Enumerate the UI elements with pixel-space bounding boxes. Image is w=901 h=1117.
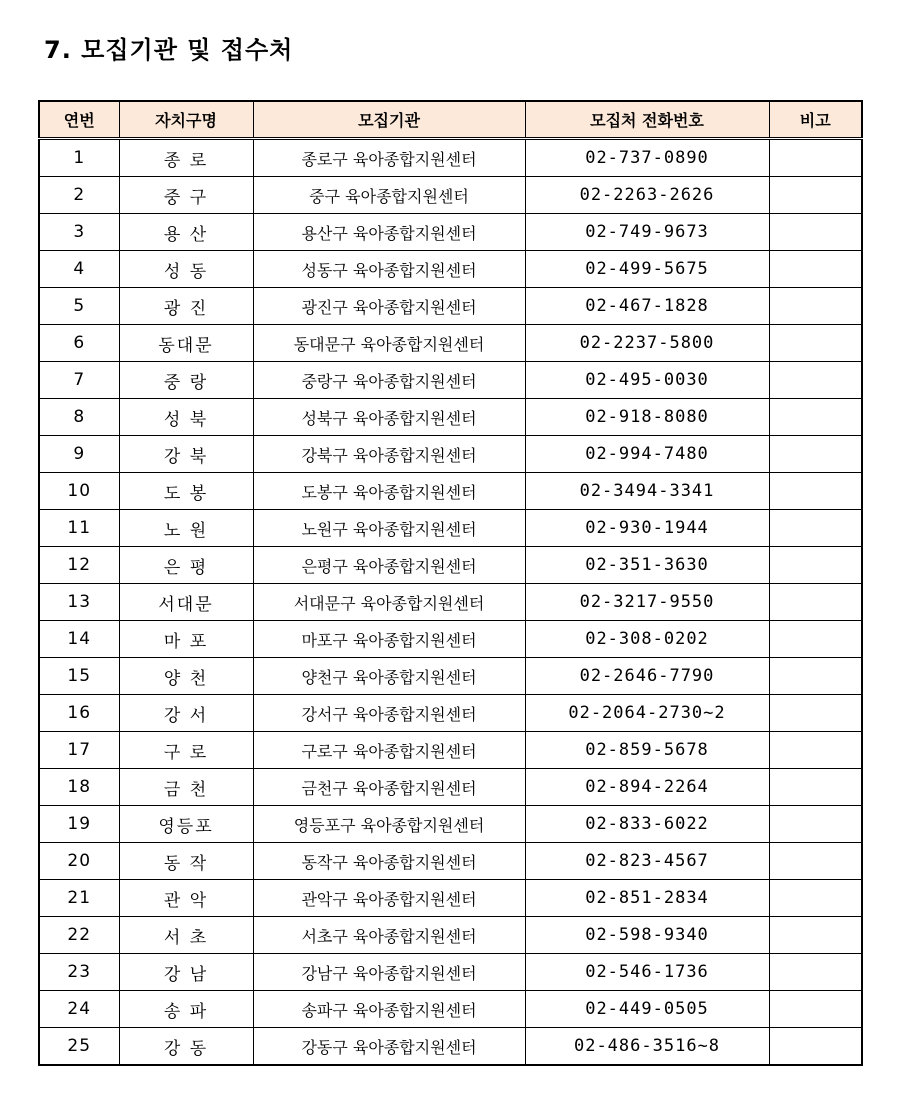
- cell-phone: 02-598-9340: [525, 917, 769, 954]
- cell-phone: 02-851-2834: [525, 880, 769, 917]
- table-row: [39, 251, 862, 288]
- cell-note: [769, 547, 862, 584]
- cell-no: 4: [39, 251, 119, 288]
- cell-note: [769, 251, 862, 288]
- cell-note: [769, 584, 862, 621]
- cell-no: 3: [39, 214, 119, 251]
- table-body: [39, 139, 862, 1066]
- cell-district: 영등포: [119, 806, 253, 843]
- cell-note: [769, 917, 862, 954]
- cell-phone: 02-449-0505: [525, 991, 769, 1028]
- table-row: [39, 843, 862, 880]
- table-row: [39, 547, 862, 584]
- table-row: [39, 362, 862, 399]
- cell-agency: 영등포구 육아종합지원센터: [253, 806, 525, 843]
- cell-no: 10: [39, 473, 119, 510]
- cell-no: 1: [39, 139, 119, 177]
- cell-agency: 강서구 육아종합지원센터: [253, 695, 525, 732]
- cell-district: 동대문: [119, 325, 253, 362]
- header-no: 연번: [39, 101, 119, 139]
- page-title: 7. 모집기관 및 접수처: [44, 36, 294, 64]
- table-row: [39, 177, 862, 214]
- cell-agency: 도봉구 육아종합지원센터: [253, 473, 525, 510]
- cell-agency: 서초구 육아종합지원센터: [253, 917, 525, 954]
- cell-district: 구 로: [119, 732, 253, 769]
- cell-agency: 관악구 육아종합지원센터: [253, 880, 525, 917]
- table-row: [39, 288, 862, 325]
- cell-phone: 02-3217-9550: [525, 584, 769, 621]
- cell-no: 12: [39, 547, 119, 584]
- cell-note: [769, 954, 862, 991]
- cell-district: 관 악: [119, 880, 253, 917]
- cell-phone: 02-351-3630: [525, 547, 769, 584]
- cell-no: 14: [39, 621, 119, 658]
- recruitment-agency-table: [38, 100, 863, 1066]
- cell-no: 19: [39, 806, 119, 843]
- cell-district: 서 초: [119, 917, 253, 954]
- cell-district: 강 북: [119, 436, 253, 473]
- cell-phone: 02-749-9673: [525, 214, 769, 251]
- cell-phone: 02-918-8080: [525, 399, 769, 436]
- cell-note: [769, 473, 862, 510]
- cell-phone: 02-499-5675: [525, 251, 769, 288]
- header-row: [39, 101, 862, 139]
- cell-agency: 강남구 육아종합지원센터: [253, 954, 525, 991]
- cell-agency: 종로구 육아종합지원센터: [253, 139, 525, 177]
- table-row: [39, 917, 862, 954]
- cell-district: 강 서: [119, 695, 253, 732]
- cell-agency: 노원구 육아종합지원센터: [253, 510, 525, 547]
- table-header: [39, 101, 862, 139]
- cell-agency: 송파구 육아종합지원센터: [253, 991, 525, 1028]
- cell-district: 금 천: [119, 769, 253, 806]
- table-row: [39, 1028, 862, 1066]
- cell-agency: 광진구 육아종합지원센터: [253, 288, 525, 325]
- cell-no: 8: [39, 399, 119, 436]
- header-district: 자치구명: [119, 101, 253, 139]
- table-row: [39, 732, 862, 769]
- cell-no: 2: [39, 177, 119, 214]
- cell-phone: 02-2263-2626: [525, 177, 769, 214]
- cell-phone: 02-2064-2730~2: [525, 695, 769, 732]
- header-note: 비고: [769, 101, 862, 139]
- cell-district: 도 봉: [119, 473, 253, 510]
- cell-district: 광 진: [119, 288, 253, 325]
- cell-note: [769, 658, 862, 695]
- cell-agency: 마포구 육아종합지원센터: [253, 621, 525, 658]
- cell-agency: 성동구 육아종합지원센터: [253, 251, 525, 288]
- cell-district: 송 파: [119, 991, 253, 1028]
- table-row: [39, 399, 862, 436]
- cell-agency: 양천구 육아종합지원센터: [253, 658, 525, 695]
- table-row: [39, 954, 862, 991]
- cell-note: [769, 214, 862, 251]
- cell-no: 15: [39, 658, 119, 695]
- cell-phone: 02-737-0890: [525, 139, 769, 177]
- cell-district: 은 평: [119, 547, 253, 584]
- table-row: [39, 510, 862, 547]
- cell-no: 24: [39, 991, 119, 1028]
- table-row: [39, 658, 862, 695]
- cell-phone: 02-308-0202: [525, 621, 769, 658]
- cell-phone: 02-930-1944: [525, 510, 769, 547]
- cell-district: 성 북: [119, 399, 253, 436]
- cell-district: 양 천: [119, 658, 253, 695]
- cell-note: [769, 695, 862, 732]
- cell-note: [769, 399, 862, 436]
- cell-no: 17: [39, 732, 119, 769]
- table-row: [39, 621, 862, 658]
- table-row: [39, 584, 862, 621]
- table-row: [39, 473, 862, 510]
- cell-phone: 02-3494-3341: [525, 473, 769, 510]
- cell-district: 종 로: [119, 139, 253, 177]
- table-row: [39, 325, 862, 362]
- table-row: [39, 769, 862, 806]
- cell-phone: 02-2646-7790: [525, 658, 769, 695]
- cell-district: 노 원: [119, 510, 253, 547]
- cell-note: [769, 325, 862, 362]
- cell-note: [769, 510, 862, 547]
- table-row: [39, 991, 862, 1028]
- cell-note: [769, 806, 862, 843]
- cell-phone: 02-467-1828: [525, 288, 769, 325]
- cell-district: 마 포: [119, 621, 253, 658]
- cell-district: 성 동: [119, 251, 253, 288]
- cell-note: [769, 769, 862, 806]
- table-row: [39, 806, 862, 843]
- cell-no: 5: [39, 288, 119, 325]
- cell-no: 23: [39, 954, 119, 991]
- table-row: [39, 436, 862, 473]
- cell-no: 20: [39, 843, 119, 880]
- cell-no: 18: [39, 769, 119, 806]
- cell-phone: 02-994-7480: [525, 436, 769, 473]
- cell-note: [769, 177, 862, 214]
- cell-phone: 02-894-2264: [525, 769, 769, 806]
- cell-agency: 동작구 육아종합지원센터: [253, 843, 525, 880]
- cell-phone: 02-2237-5800: [525, 325, 769, 362]
- cell-agency: 중랑구 육아종합지원센터: [253, 362, 525, 399]
- cell-agency: 금천구 육아종합지원센터: [253, 769, 525, 806]
- cell-agency: 중구 육아종합지원센터: [253, 177, 525, 214]
- cell-no: 16: [39, 695, 119, 732]
- cell-agency: 은평구 육아종합지원센터: [253, 547, 525, 584]
- cell-no: 22: [39, 917, 119, 954]
- cell-no: 13: [39, 584, 119, 621]
- cell-district: 강 남: [119, 954, 253, 991]
- cell-phone: 02-486-3516~8: [525, 1028, 769, 1066]
- cell-no: 9: [39, 436, 119, 473]
- cell-phone: 02-823-4567: [525, 843, 769, 880]
- cell-district: 동 작: [119, 843, 253, 880]
- table-row: [39, 214, 862, 251]
- cell-no: 21: [39, 880, 119, 917]
- cell-phone: 02-833-6022: [525, 806, 769, 843]
- cell-agency: 강동구 육아종합지원센터: [253, 1028, 525, 1066]
- cell-agency: 강북구 육아종합지원센터: [253, 436, 525, 473]
- cell-agency: 성북구 육아종합지원센터: [253, 399, 525, 436]
- cell-phone: 02-495-0030: [525, 362, 769, 399]
- cell-agency: 서대문구 육아종합지원센터: [253, 584, 525, 621]
- cell-note: [769, 991, 862, 1028]
- cell-note: [769, 436, 862, 473]
- cell-note: [769, 288, 862, 325]
- cell-no: 7: [39, 362, 119, 399]
- cell-district: 서대문: [119, 584, 253, 621]
- cell-district: 중 랑: [119, 362, 253, 399]
- table-row: [39, 695, 862, 732]
- cell-note: [769, 1028, 862, 1066]
- cell-district: 용 산: [119, 214, 253, 251]
- cell-note: [769, 139, 862, 177]
- cell-phone: 02-546-1736: [525, 954, 769, 991]
- cell-no: 6: [39, 325, 119, 362]
- cell-agency: 용산구 육아종합지원센터: [253, 214, 525, 251]
- cell-agency: 구로구 육아종합지원센터: [253, 732, 525, 769]
- cell-note: [769, 621, 862, 658]
- header-phone: 모집처 전화번호: [525, 101, 769, 139]
- cell-note: [769, 732, 862, 769]
- cell-no: 25: [39, 1028, 119, 1066]
- table-row: [39, 880, 862, 917]
- header-agency: 모집기관: [253, 101, 525, 139]
- cell-note: [769, 362, 862, 399]
- cell-no: 11: [39, 510, 119, 547]
- cell-note: [769, 880, 862, 917]
- cell-district: 중 구: [119, 177, 253, 214]
- cell-district: 강 동: [119, 1028, 253, 1066]
- cell-note: [769, 843, 862, 880]
- cell-phone: 02-859-5678: [525, 732, 769, 769]
- table-row: [39, 139, 862, 177]
- cell-agency: 동대문구 육아종합지원센터: [253, 325, 525, 362]
